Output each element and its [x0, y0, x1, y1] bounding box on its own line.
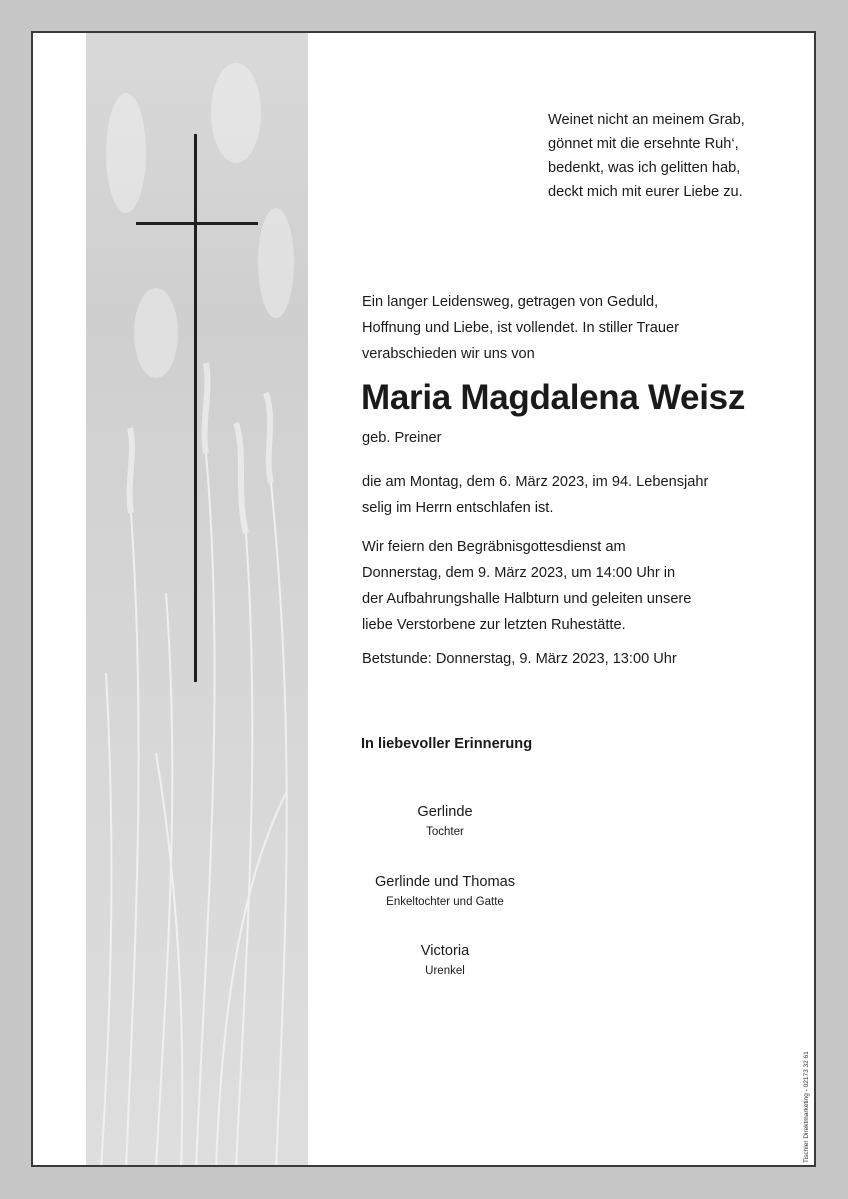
- service-line: Wir feiern den Begräbnisgottesdienst am: [362, 539, 626, 555]
- cross-horizontal-bar: [136, 222, 258, 225]
- death-line: die am Montag, dem 6. März 2023, im 94. Lebensjahr: [362, 474, 709, 490]
- mourner-name: Gerlinde und Thomas: [374, 874, 516, 890]
- poem: [548, 108, 808, 204]
- memory-heading: In liebevoller Erinnerung: [361, 736, 533, 752]
- service-line: liebe Verstorbene zur letzten Ruhestätte.: [362, 617, 626, 633]
- death-line: selig im Herrn entschlafen ist.: [362, 500, 554, 516]
- grass-photo-strip: [86, 33, 308, 1165]
- mourner-relation: Urenkel: [425, 965, 465, 977]
- birth-name: geb. Preiner: [362, 430, 442, 446]
- service-notice: [362, 534, 691, 638]
- deceased-name: Maria Magdalena Weisz: [361, 378, 746, 417]
- poem-line: Weinet nicht an meinem Grab,: [548, 112, 745, 128]
- intro-line: verabschieden wir uns von: [362, 346, 535, 362]
- obituary-page: [31, 31, 816, 1167]
- service-line: der Aufbahrungshalle Halbturn und geleiten unsere: [362, 591, 692, 607]
- mourner-entry: [335, 874, 555, 908]
- poem-line: deckt mich mit eurer Liebe zu.: [548, 184, 743, 200]
- grass-illustration: [86, 33, 308, 1165]
- poem-line: gönnet mit die ersehnte Ruh‘,: [548, 136, 739, 152]
- death-notice: [362, 469, 708, 521]
- mourner-relation: Enkeltochter und Gatte: [386, 896, 504, 908]
- mourner-entry: [335, 943, 555, 977]
- cross-vertical-bar: [194, 134, 197, 682]
- mourner-entry: [335, 804, 555, 838]
- intro-text: [362, 289, 679, 367]
- service-line: Donnerstag, dem 9. März 2023, um 14:00 Uhr in: [362, 565, 676, 581]
- intro-line: Hoffnung und Liebe, ist vollendet. In stiller Trauer: [362, 320, 679, 336]
- intro-line: Ein langer Leidensweg, getragen von Geduld,: [362, 294, 659, 310]
- poem-line: bedenkt, was ich gelitten hab,: [548, 160, 741, 176]
- mourner-name: Victoria: [420, 943, 470, 959]
- vigil-notice: Betstunde: Donnerstag, 9. März 2023, 13:00 Uhr: [362, 651, 677, 667]
- printer-credit: Tischler Direktmarketing - 02173 32 61: [803, 1051, 810, 1163]
- mourner-name: Gerlinde: [417, 804, 473, 820]
- mourner-relation: Tochter: [426, 826, 464, 838]
